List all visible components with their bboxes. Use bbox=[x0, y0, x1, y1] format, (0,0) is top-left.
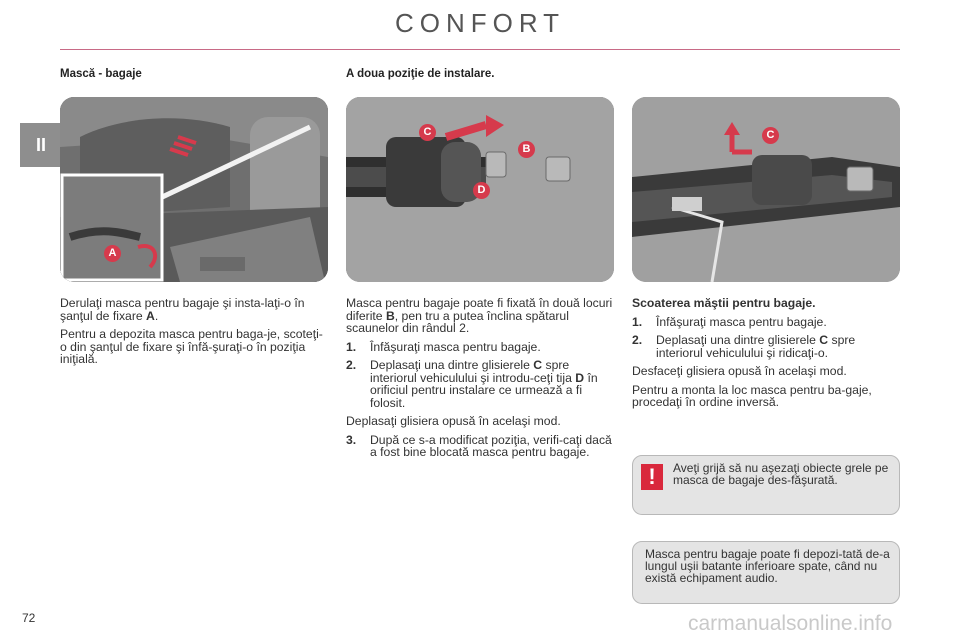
page-number: 72 bbox=[22, 611, 36, 625]
step-3: 3. După ce s-a modificat poziţia, verifi-caţi dacă a fost bine blocată masca pentru bagaje. bbox=[346, 432, 612, 459]
callout-d: D bbox=[473, 182, 490, 199]
step-1: 1. Înfăşuraţi masca pentru bagaje. bbox=[346, 339, 541, 354]
luggage-mask-illustration bbox=[60, 97, 328, 282]
section-title-mask: Mască - bagaje bbox=[60, 68, 142, 80]
paragraph-intro: Masca pentru bagaje poate fi fixată în două locuri diferite B, pen tru a putea înclina spătarul scaunelor din rândul 2. bbox=[346, 296, 613, 335]
middle-text bbox=[346, 297, 614, 465]
removal-illustration bbox=[632, 97, 900, 282]
section-title-removal: Scoaterea măştii pentru bagaje. bbox=[632, 296, 816, 310]
warning-box bbox=[632, 455, 900, 515]
removal-step-1: 1. Înfăşuraţi masca pentru bagaje. bbox=[632, 314, 827, 329]
right-text bbox=[632, 297, 900, 415]
chapter-tab: II bbox=[20, 123, 62, 167]
step-2: 2. Deplasaţi una dintre glisierele C spre interiorul vehiculului şi introdu-ceţi tija D în orificiul pentru instalare ce urmează a fi folosit. bbox=[346, 358, 598, 410]
section-title-second-position: A doua poziţie de instalare. bbox=[346, 68, 495, 80]
callout-c: C bbox=[762, 127, 779, 144]
photo-second-position bbox=[346, 97, 614, 282]
header-divider bbox=[60, 49, 900, 50]
paragraph-store: Pentru a depozita masca pentru baga-je, scoteţi-o din şanţul de fixare şi înfă-şuraţi-o în poziţia iniţială. bbox=[60, 327, 323, 366]
photo-removal bbox=[632, 97, 900, 282]
info-text: Masca pentru bagaje poate fi depozi-tată de-a lungul uşii batante inferioare spate, când nu există echipament audio. bbox=[645, 547, 890, 585]
page-title: CONFORT bbox=[394, 8, 566, 38]
paragraph-install: Derulaţi masca pentru bagaje şi insta-laţi-o în şanţul de fixare A. bbox=[60, 296, 305, 323]
removal-step-2-continued: Desfaceţi glisiera opusă în acelaşi mod. bbox=[632, 364, 847, 378]
warning-icon: ! bbox=[641, 464, 663, 490]
step-2-continued: Deplasaţi glisiera opusă în acelaşi mod. bbox=[346, 414, 561, 428]
callout-c: C bbox=[419, 124, 436, 141]
info-box bbox=[632, 541, 900, 604]
warning-text: Aveţi grijă să nu aşezaţi obiecte grele pe masca de bagaje des-făşurată. bbox=[673, 461, 889, 487]
paragraph-refit: Pentru a monta la loc masca pentru ba-gaje, procedaţi în ordine inversă. bbox=[632, 382, 872, 409]
left-text bbox=[60, 297, 328, 372]
watermark: carmanualsonline.info bbox=[688, 612, 893, 635]
removal-step-2: 2. Deplasaţi una dintre glisierele C spre interiorul vehiculului şi ridicaţi-o. bbox=[632, 333, 856, 360]
callout-a: A bbox=[104, 245, 121, 262]
callout-b: B bbox=[518, 141, 535, 158]
photo-luggage-mask bbox=[60, 97, 328, 282]
